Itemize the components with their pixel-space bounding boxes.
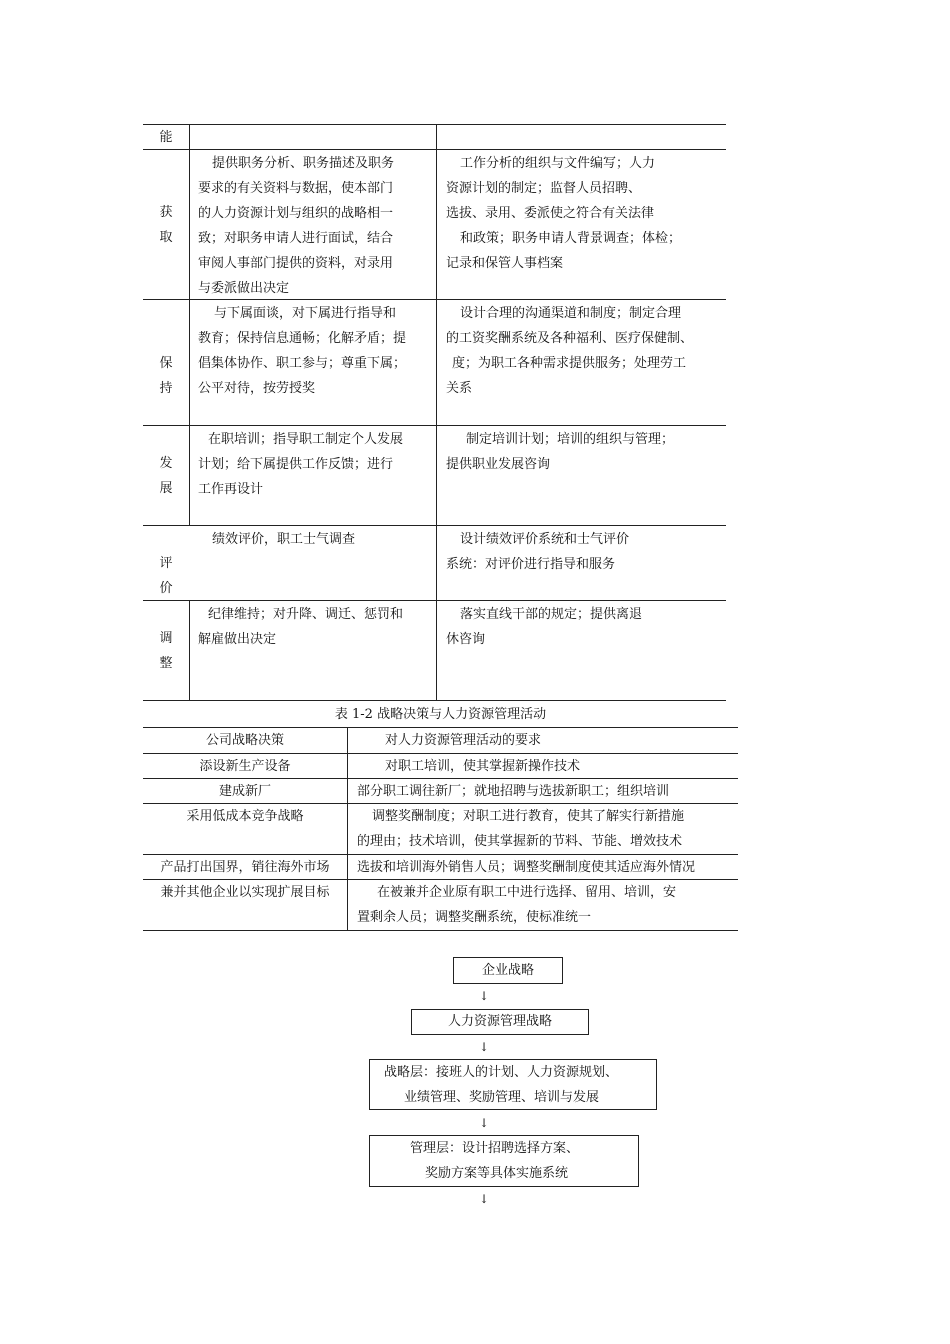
flow-box-text-line: 业绩管理、奖励管理、培训与发展 [404, 1090, 600, 1105]
table2-cell-requirement: 在被兼并企业原有职工中进行选择、留用、培训，安 [377, 885, 677, 900]
text-line: 审阅人事部门提供的资料，对录用 [198, 256, 394, 271]
table1-row-label: 能 [159, 130, 173, 145]
text-line: 工作再设计 [198, 482, 264, 497]
table1-row-label-text: 获取 [159, 205, 173, 245]
text-line: 计划；给下属提供工作反馈；进行 [198, 457, 394, 472]
down-arrow-icon: ↓ [478, 989, 490, 1003]
flow-box-text-line: 奖励方案等具体实施系统 [425, 1166, 569, 1181]
table2-header-col2: 对人力资源管理活动的要求 [385, 733, 542, 748]
text-line: 绩效评价，职工士气调查 [212, 532, 356, 547]
text-line: 资源计划的制定；监督人员招聘、 [446, 181, 642, 196]
table1-row-label [156, 626, 176, 676]
table1-row-label [156, 351, 176, 401]
table1-row-label-text: 调整 [159, 631, 173, 671]
text-line: 关系 [446, 381, 473, 396]
text-line: 纪律维持；对升降、调迁、惩罚和 [208, 607, 404, 622]
text-line: 教育；保持信息通畅；化解矛盾；提 [198, 331, 407, 346]
table1-rule [143, 700, 726, 701]
flow-box-text-line: 管理层：设计招聘选择方案、 [410, 1141, 580, 1156]
text-line: 在职培训；指导职工制定个人发展 [208, 432, 404, 447]
table2-cell-requirement: 对职工培训，使其掌握新操作技术 [385, 759, 581, 774]
table2-cell-requirement: 选拔和培训海外销售人员；调整奖酬制度使其适应海外情况 [357, 860, 696, 875]
text-line: 选拔、录用、委派使之符合有关法律 [446, 206, 655, 221]
table2-cell-decision: 产品打出国界，销往海外市场 [160, 860, 330, 875]
table2-rule [143, 930, 738, 931]
table1-row-label [156, 451, 176, 501]
table1-col-divider [189, 124, 190, 525]
flow-box-hrm-strategy: 人力资源管理战略 [411, 1009, 589, 1035]
table1-col-divider [189, 600, 190, 700]
table1-rule [143, 600, 726, 601]
text-line: 提供职务分析、职务描述及职务 [212, 156, 395, 171]
text-line: 致；对职务申请人进行面试，结合 [198, 231, 394, 246]
table2-cell-requirement: 的理由；技术培训，使其掌握新的节料、节能、增效技术 [357, 834, 683, 849]
text-line: 要求的有关资料与数据，使本部门 [198, 181, 394, 196]
table1-row-label-text: 保持 [159, 356, 173, 396]
text-line: 系统：对评价进行指导和服务 [446, 557, 616, 572]
text-line: 的人力资源计划与组织的战略相一 [198, 206, 394, 221]
table1-row-label [156, 551, 176, 601]
text-line: 倡集体协作、职工参与；尊重下属； [198, 356, 407, 371]
table1-row-label [156, 200, 176, 250]
down-arrow-icon: ↓ [478, 1040, 490, 1054]
table2-cell-requirement: 部分职工调往新厂；就地招聘与选拔新职工；组织培训 [357, 784, 670, 799]
table2-cell-decision: 建成新厂 [218, 784, 271, 799]
table2-cell-decision: 添设新生产设备 [199, 759, 291, 774]
flow-box-text-line: 战略层：接班人的计划、人力资源规划、 [384, 1065, 619, 1080]
table1-row-label-text: 发展 [159, 456, 173, 496]
flow-box-strategic-level [369, 1059, 657, 1110]
text-line: 设计合理的沟通渠道和制度；制定合理 [460, 306, 682, 321]
text-line: 记录和保管人事档案 [446, 256, 564, 271]
text-line: 设计绩效评价系统和士气评价 [460, 532, 630, 547]
table2-cell-requirement: 置剩余人员；调整奖酬系统，使标准统一 [357, 910, 592, 925]
text-line: 度；为职工各种需求提供服务；处理劳工 [452, 356, 687, 371]
text-line: 公平对待，按劳授奖 [198, 381, 316, 396]
text-line: 与委派做出决定 [198, 281, 290, 296]
text-line: 提供职业发展咨询 [446, 457, 551, 472]
text-line: 解雇做出决定 [198, 632, 277, 647]
table1-row-label-text: 评价 [159, 556, 173, 596]
text-line: 落实直线干部的规定；提供离退 [460, 607, 643, 622]
text-line: 休咨询 [446, 632, 486, 647]
text-line: 与下属面谈，对下属进行指导和 [214, 306, 397, 321]
table2-col-divider [347, 727, 348, 930]
table1-col-divider [436, 124, 437, 700]
table1-rule [143, 149, 726, 150]
down-arrow-icon: ↓ [478, 1192, 490, 1206]
text-line: 制定培训计划；培训的组织与管理； [466, 432, 675, 447]
table1-rule [143, 425, 726, 426]
table2-header-col1: 公司战略决策 [205, 733, 284, 748]
text-line: 工作分析的组织与文件编写；人力 [460, 156, 656, 171]
flow-box-enterprise-strategy: 企业战略 [453, 957, 563, 984]
table2-cell-requirement: 调整奖酬制度；对职工进行教育，使其了解实行新措施 [372, 809, 685, 824]
table2-caption: 表 1-2 战略决策与人力资源管理活动 [334, 707, 547, 722]
text-line: 的工资奖酬系统及各种福利、医疗保健制、 [446, 331, 694, 346]
flow-box-management-level [369, 1135, 639, 1187]
table1-rule [143, 124, 726, 125]
table2-cell-decision: 采用低成本竞争战略 [186, 809, 304, 824]
down-arrow-icon: ↓ [478, 1116, 490, 1130]
text-line: 和政策；职务申请人背景调查；体检； [460, 231, 682, 246]
table1-rule [143, 525, 726, 526]
table2-cell-decision: 兼并其他企业以实现扩展目标 [160, 885, 330, 900]
